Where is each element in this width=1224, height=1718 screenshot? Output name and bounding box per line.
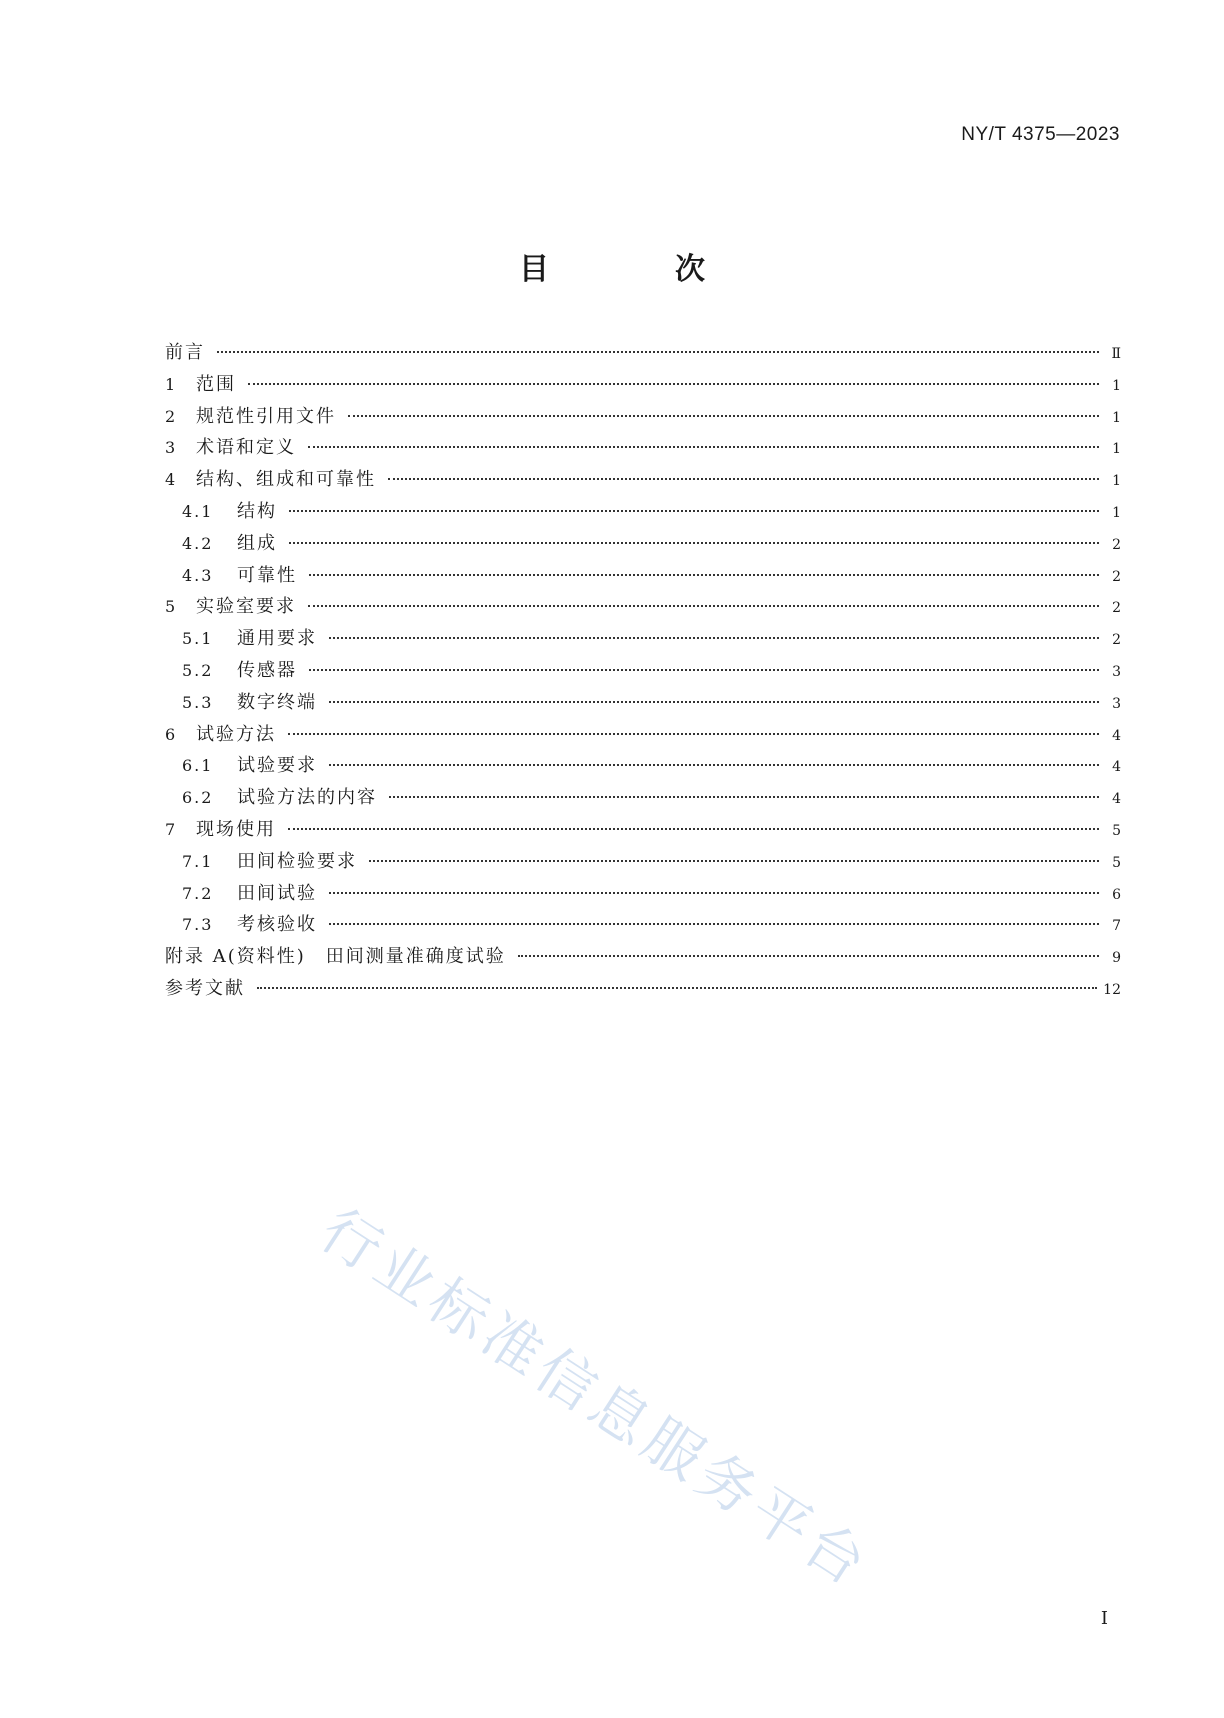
toc-entry-page: 1 [1112,473,1121,490]
toc-entry[interactable] [165,402,1121,434]
toc-entry-number: 5.3 [182,692,214,712]
toc-entry-number: 2 [165,406,177,426]
toc-entry[interactable] [165,370,1121,402]
toc-entry-page: 2 [1112,568,1121,585]
toc-entry-number: 6.1 [182,756,214,776]
toc-entry[interactable] [165,751,1121,783]
toc-entry-number: 7 [165,819,177,839]
toc-entry-number: 5 [165,597,177,617]
toc-entry-label: 组成 [237,532,277,554]
toc-entry-number: 5.2 [182,660,214,680]
toc-entry-page: Ⅱ [1111,346,1121,362]
toc-entry-label: 通用要求 [237,628,317,650]
toc-entry-page: 1 [1112,409,1121,426]
toc-entry[interactable] [165,561,1121,593]
toc-entry[interactable] [165,910,1121,942]
toc-entry-label: 参考文献 [165,977,245,999]
toc-dot-leader [289,510,1099,512]
toc-entry-number: 6 [165,724,177,744]
toc-dot-leader [329,764,1099,766]
toc-entry-page: 7 [1112,918,1121,935]
document-code: NY/T 4375—2023 [961,124,1120,145]
toc-entry-number: 5.1 [182,629,214,649]
toc-title: 目 次 [519,252,753,287]
toc-dot-leader [389,796,1099,798]
toc-entry-page: 5 [1112,822,1121,839]
toc-entry-page: 4 [1112,727,1121,744]
toc-dot-leader [288,733,1099,735]
toc-entry-page: 3 [1112,663,1121,680]
toc-entry-number: 3 [165,438,177,458]
toc-entry[interactable] [165,688,1121,720]
toc-entry-page: 1 [1112,441,1121,458]
toc-dot-leader [257,987,1097,989]
toc-entry-number: 6.2 [182,788,214,808]
toc-entry[interactable] [165,497,1121,529]
toc-entry[interactable] [165,624,1121,656]
toc-entry-page: 12 [1103,981,1121,998]
toc-entry-label: 结构 [237,500,277,522]
toc-entry-page: 3 [1112,695,1121,712]
toc-entry-page: 1 [1112,377,1121,394]
toc-dot-leader [289,542,1099,544]
toc-entry-page: 2 [1112,536,1121,553]
toc-entry-label: 规范性引用文件 [196,405,336,427]
toc-entry[interactable] [165,529,1121,561]
toc-entry-number: 7.1 [182,851,214,871]
toc-entry-label: 结构、组成和可靠性 [196,469,376,491]
toc-entry[interactable] [165,847,1121,879]
toc-entry-page: 2 [1112,600,1121,617]
toc-entry-label: 术语和定义 [196,437,296,459]
toc-dot-leader [309,574,1099,576]
toc-entry[interactable] [165,592,1121,624]
toc-entry-label: 前言 [165,342,205,363]
toc-entry[interactable] [165,783,1121,815]
watermark: 行业标准信息服务平台 [308,1195,883,1602]
toc-entry[interactable] [165,338,1121,370]
toc-entry-label: 实验室要求 [196,596,296,618]
toc-dot-leader [388,478,1099,480]
toc-dot-leader [248,383,1099,385]
toc-entry[interactable] [165,465,1121,497]
toc-entry-page: 1 [1112,504,1121,521]
toc-entry-number: 4.3 [182,565,214,585]
toc-entry-number: 7.2 [182,883,214,903]
toc-entry-label: 现场使用 [196,818,276,840]
toc-entry-label: 考核验收 [237,914,317,936]
toc-entry-label: 附录 A(资料性) 田间测量准确度试验 [165,946,506,968]
toc-entry[interactable] [165,815,1121,847]
toc-dot-leader [308,446,1099,448]
toc-entry-number: 4 [165,470,177,490]
toc-entry-page: 6 [1112,886,1121,903]
toc-entry-page: 4 [1112,759,1121,776]
toc-entry-page: 2 [1112,632,1121,649]
toc-entry-label: 田间试验 [237,882,317,904]
toc-entry-number: 7.3 [182,915,214,935]
toc-entry-page: 5 [1112,854,1121,871]
toc-entry-label: 试验要求 [237,755,317,777]
toc-entry[interactable] [165,720,1121,752]
toc-entry[interactable] [165,433,1121,465]
toc-dot-leader [309,669,1099,671]
toc-entry-label: 数字终端 [237,691,317,713]
toc-entry[interactable] [165,942,1121,974]
toc-entry-label: 田间检验要求 [237,850,357,872]
toc-dot-leader [288,828,1099,830]
toc-entry[interactable] [165,879,1121,911]
table-of-contents [165,338,1121,1006]
toc-entry-label: 试验方法的内容 [237,787,377,809]
toc-entry-label: 范围 [196,373,236,395]
toc-entry-label: 试验方法 [196,723,276,745]
toc-entry[interactable] [165,656,1121,688]
toc-dot-leader [329,892,1099,894]
toc-entry-label: 可靠性 [237,564,297,586]
toc-entry[interactable] [165,974,1121,1006]
toc-dot-leader [369,860,1099,862]
toc-dot-leader [217,351,1099,353]
toc-entry-number: 4.1 [182,501,214,521]
toc-entry-page: 4 [1112,791,1121,808]
toc-dot-leader [348,415,1099,417]
toc-dot-leader [518,955,1099,957]
toc-entry-label: 传感器 [237,659,297,681]
toc-dot-leader [329,701,1099,703]
toc-dot-leader [329,637,1099,639]
toc-dot-leader [329,923,1099,925]
page-number: I [1100,1608,1108,1629]
toc-entry-number: 1 [165,374,177,394]
toc-entry-number: 4.2 [182,533,214,553]
toc-entry-page: 9 [1112,950,1121,967]
toc-dot-leader [308,605,1099,607]
